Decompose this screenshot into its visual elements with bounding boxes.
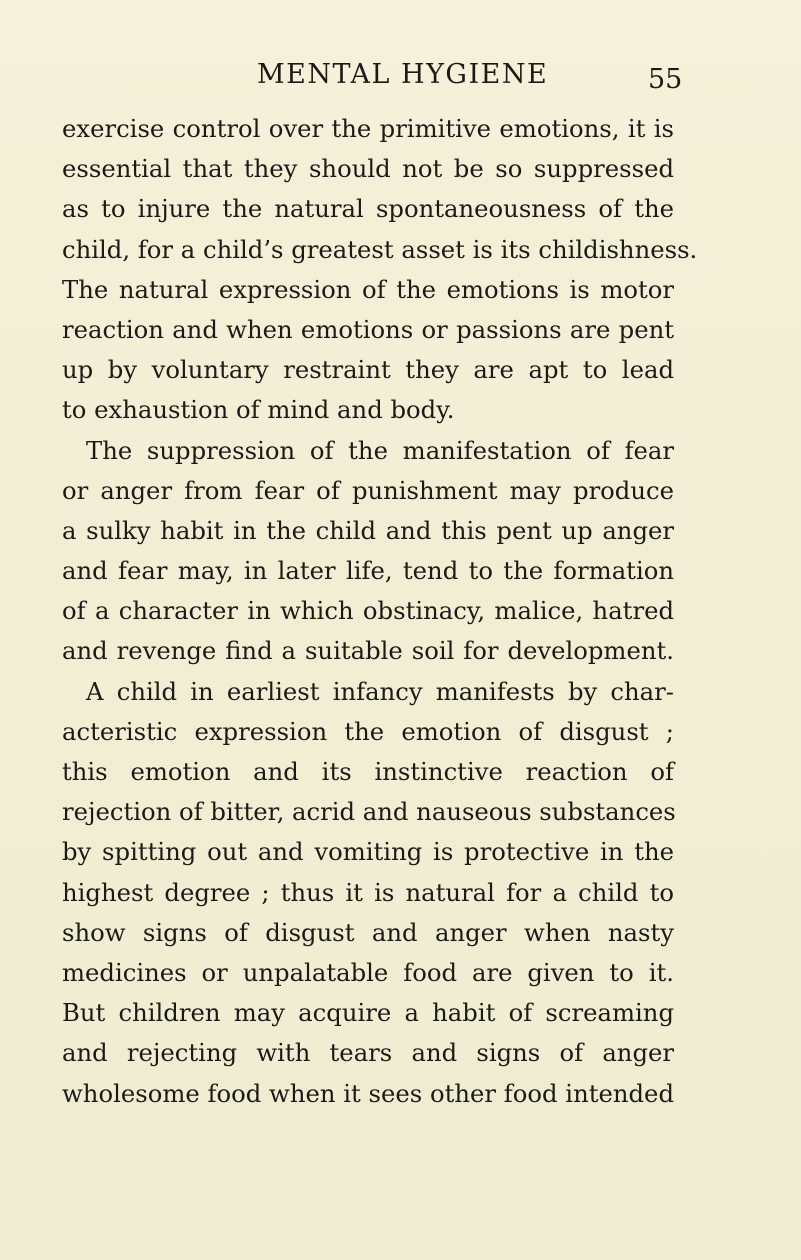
paragraph-start-line: A child in earliest infancy manifests by char-: [86, 676, 674, 706]
body-text: [62, 109, 698, 1114]
text-line: a sulky habit in the child and this pent up anger: [62, 515, 674, 545]
text-line: essential that they should not be so suppressed: [62, 154, 674, 184]
text-line: wholesome food when it sees other food intended: [62, 1078, 674, 1108]
text-line: and fear may, in later life, tend to the formation: [62, 556, 674, 586]
text-line: and rejecting with tears and signs of anger: [62, 1038, 674, 1068]
text-line: as to injure the natural spontaneousness of the: [62, 194, 674, 224]
text-line: of a character in which obstinacy, malice, hatred: [62, 596, 674, 626]
text-line: show signs of disgust and anger when nasty: [62, 917, 674, 947]
text-line: highest degree ; thus it is natural for a child to: [62, 877, 674, 907]
text-line: acteristic expression the emotion of disgust ;: [62, 716, 674, 746]
paragraph-start-line: The suppression of the manifestation of fear: [86, 435, 674, 465]
text-line: The natural expression of the emotions is motor: [62, 274, 674, 304]
text-line: this emotion and its instinctive reaction of: [62, 757, 674, 786]
running-head: [0, 58, 801, 98]
text-line: medicines or unpalatable food are given to it.: [62, 957, 674, 987]
text-line: and revenge find a suitable soil for development.: [62, 636, 674, 666]
text-line: by spitting out and vomiting is protective in the: [62, 837, 674, 867]
text-line: But children may acquire a habit of screaming: [62, 998, 674, 1028]
text-line: child, for a child’s greatest asset is its childishness.: [62, 234, 698, 264]
text-line: up by voluntary restraint they are apt to lead: [62, 355, 674, 385]
running-head-title: MENTAL HYGIENE: [257, 59, 549, 90]
text-line: reaction and when emotions or passions are pent: [62, 314, 674, 344]
text-line: exercise control over the primitive emotions, it is: [62, 114, 674, 143]
page-number: 55: [648, 64, 683, 95]
text-line: rejection of bitter, acrid and nauseous substances: [62, 797, 676, 827]
text-line: or anger from fear of punishment may produce: [62, 475, 674, 505]
text-line: to exhaustion of mind and body.: [62, 395, 455, 425]
